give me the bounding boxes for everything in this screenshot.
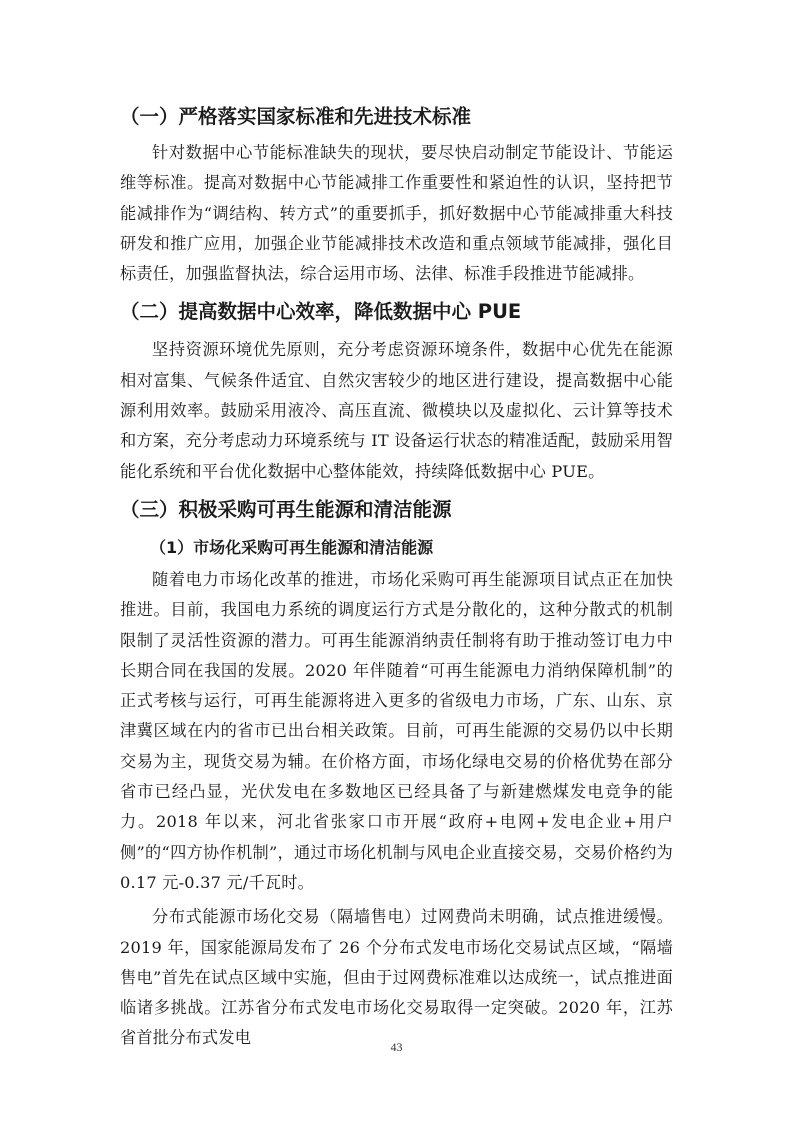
- subsection-1-paragraph-1: 随着电力市场化改革的推进，市场化采购可再生能源项目试点正在加快推进。目前，我国电力系统的调度运行方式是分散化的，这种分散式的机制限制了灵活性资源的潜力。可再生能源消纳责任制将有助于推动签订电力中长期合同在我国的发展。2020 年伴随着“可再生能源电力消纳保障机制”的正式考核与运行，可再生能源将进入更多的省级电力市场，广东、山东、京津冀区域在内的省市已出台相关政策。目前，可再生能源的交易仍以中长期交易为主，现货交易为辅。在价格方面，市场化绿电交易的价格优势在部分省市已经凸显，光伏发电在多数地区已经具备了与新建燃煤发电竞争的能力。2018 年以来，河北省张家口市开展“政府+电网+发电企业+用户侧”的“四方协作机制”，通过市场化机制与风电企业直接交易，交易价格约为 0.17 元-0.37 元/千瓦时。: [120, 569, 673, 892]
- subsection-1-paragraph-2: 分布式能源市场化交易（隔墙售电）过网费尚未明确，试点推进缓慢。2019 年，国家能源局发布了 26 个分布式发电市场化交易试点区域，“隔墙售电”首先在试点区域中实施，但由于过网费标准难以达成统一，试点推进面临诸多挑战。江苏省分布式发电市场化交易取得一定突破。2020 年，江苏省首批分布式发电: [120, 907, 673, 1048]
- section-heading-1: （一）严格落实国家标准和先进技术标准: [120, 105, 472, 128]
- section-heading-3: （三）积极采购可再生能源和清洁能源: [120, 497, 452, 521]
- section-heading-2: （二）提高数据中心效率，降低数据中心 PUE: [120, 300, 522, 324]
- section-1-paragraph: 针对数据中心节能标准缺失的现状，要尽快启动制定节能设计、节能运维等标准。提高对数据中心节能减排工作重要性和紧迫性的认识，坚持把节能减排作为“调结构、转方式”的重要抓手，抓好数据中心节能减排重大科技研发和推广应用，加强企业节能减排技术改造和重点领域节能减排，强化目标责任，加强监督执法，综合运用市场、法律、标准手段推进节能减排。: [120, 143, 673, 284]
- section-2-paragraph: 坚持资源环境优先原则，充分考虑资源环境条件，数据中心优先在能源相对富集、气候条件适宜、自然灾害较少的地区进行建设，提高数据中心能源利用效率。鼓励采用液冷、高压直流、微模块以及虚拟化、云计算等技术和方案，充分考虑动力环境系统与 IT 设备运行状态的精准适配，鼓励采用智能化系统和平台优化数据中心整体能效，持续降低数据中心 PUE。: [120, 340, 673, 481]
- subsection-heading-1: （1）市场化采购可再生能源和清洁能源: [150, 537, 434, 557]
- page-number: 43: [390, 1040, 403, 1054]
- document-page: [120, 100, 673, 1054]
